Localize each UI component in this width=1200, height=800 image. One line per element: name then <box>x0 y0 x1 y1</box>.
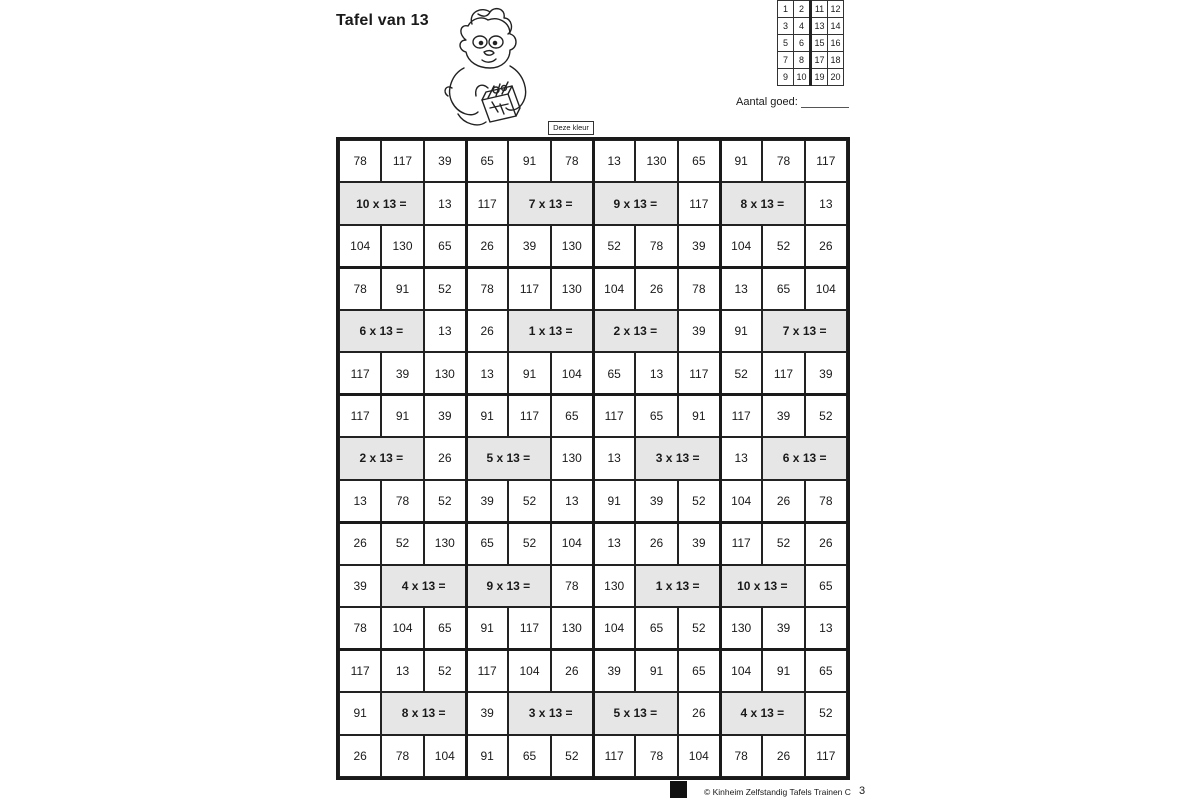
number-cell[interactable]: 91 <box>678 395 720 437</box>
number-cell[interactable]: 65 <box>424 607 466 649</box>
number-cell[interactable]: 78 <box>381 735 423 777</box>
number-cell[interactable]: 52 <box>762 225 804 267</box>
number-cell[interactable]: 52 <box>424 480 466 522</box>
number-cell[interactable]: 26 <box>678 692 720 734</box>
answer-grid-cell: 9 <box>778 69 794 86</box>
multiplication-cell[interactable]: 6 x 13 = <box>762 437 847 479</box>
number-cell[interactable]: 117 <box>805 140 847 182</box>
number-cell[interactable]: 104 <box>720 225 762 267</box>
number-cell[interactable]: 65 <box>508 735 550 777</box>
number-cell[interactable]: 13 <box>720 437 762 479</box>
answer-grid-cell: 17 <box>811 52 828 69</box>
number-cell[interactable]: 104 <box>551 522 593 564</box>
number-cell[interactable]: 117 <box>720 522 762 564</box>
number-cell[interactable]: 39 <box>593 650 635 692</box>
answer-grid-cell: 11 <box>811 1 828 18</box>
answer-grid-cell: 13 <box>811 18 828 35</box>
number-cell[interactable]: 39 <box>678 225 720 267</box>
multiplication-cell[interactable]: 6 x 13 = <box>339 310 424 352</box>
number-cell[interactable]: 52 <box>805 692 847 734</box>
number-cell[interactable]: 78 <box>339 267 381 309</box>
number-cell[interactable]: 130 <box>381 225 423 267</box>
number-cell[interactable]: 65 <box>635 607 677 649</box>
multiplication-cell[interactable]: 9 x 13 = <box>593 182 678 224</box>
number-cell[interactable]: 117 <box>678 352 720 394</box>
multiplication-cell[interactable]: 8 x 13 = <box>720 182 805 224</box>
block-divider-horizontal <box>339 648 847 651</box>
answer-grid-row <box>778 69 844 86</box>
block-divider-horizontal <box>339 521 847 524</box>
number-cell[interactable]: 52 <box>381 522 423 564</box>
number-cell[interactable]: 13 <box>339 480 381 522</box>
answer-grid-cell: 18 <box>828 52 844 69</box>
number-cell[interactable]: 52 <box>678 607 720 649</box>
number-cell[interactable]: 78 <box>635 735 677 777</box>
number-cell[interactable]: 65 <box>466 140 508 182</box>
number-cell[interactable]: 52 <box>551 735 593 777</box>
number-cell[interactable]: 130 <box>551 225 593 267</box>
number-cell[interactable]: 65 <box>635 395 677 437</box>
number-cell[interactable]: 130 <box>424 522 466 564</box>
multiplication-cell[interactable]: 5 x 13 = <box>466 437 551 479</box>
number-cell[interactable]: 26 <box>762 735 804 777</box>
number-cell[interactable]: 52 <box>424 267 466 309</box>
block-divider-vertical <box>465 140 468 777</box>
number-cell[interactable]: 26 <box>805 522 847 564</box>
number-cell[interactable]: 130 <box>635 140 677 182</box>
number-cell[interactable]: 130 <box>720 607 762 649</box>
number-cell[interactable]: 26 <box>424 437 466 479</box>
multiplication-cell[interactable]: 1 x 13 = <box>635 565 720 607</box>
answer-grid-cell: 3 <box>778 18 794 35</box>
number-cell[interactable]: 39 <box>339 565 381 607</box>
number-cell[interactable]: 117 <box>466 182 508 224</box>
answer-grid-cell: 10 <box>794 69 811 86</box>
number-cell[interactable]: 78 <box>762 140 804 182</box>
block-divider-vertical <box>719 140 722 777</box>
number-cell[interactable]: 117 <box>720 395 762 437</box>
number-cell[interactable]: 52 <box>805 395 847 437</box>
block-divider-vertical <box>592 140 595 777</box>
number-cell[interactable]: 52 <box>593 225 635 267</box>
page-title: Tafel van 13 <box>336 12 429 29</box>
number-cell[interactable]: 52 <box>762 522 804 564</box>
number-cell[interactable]: 78 <box>551 140 593 182</box>
number-cell[interactable]: 91 <box>381 267 423 309</box>
answer-grid-row <box>778 18 844 35</box>
number-cell[interactable]: 52 <box>720 352 762 394</box>
multiplication-cell[interactable]: 2 x 13 = <box>339 437 424 479</box>
answer-grid-cell: 5 <box>778 35 794 52</box>
multiplication-cell[interactable]: 5 x 13 = <box>593 692 678 734</box>
number-cell[interactable]: 104 <box>678 735 720 777</box>
number-cell[interactable]: 39 <box>508 225 550 267</box>
number-cell[interactable]: 104 <box>381 607 423 649</box>
number-cell[interactable]: 39 <box>635 480 677 522</box>
number-cell[interactable]: 117 <box>381 140 423 182</box>
number-cell[interactable]: 117 <box>339 650 381 692</box>
number-cell[interactable]: 91 <box>466 395 508 437</box>
number-cell[interactable]: 117 <box>508 267 550 309</box>
number-cell[interactable]: 52 <box>508 480 550 522</box>
number-cell[interactable]: 39 <box>762 395 804 437</box>
number-cell[interactable]: 13 <box>805 182 847 224</box>
number-cell[interactable]: 117 <box>508 395 550 437</box>
multiplication-cell[interactable]: 10 x 13 = <box>720 565 805 607</box>
number-cell[interactable]: 26 <box>339 735 381 777</box>
multiplication-cell[interactable]: 7 x 13 = <box>508 182 593 224</box>
number-cell[interactable]: 117 <box>339 352 381 394</box>
number-cell[interactable]: 117 <box>508 607 550 649</box>
block-divider-horizontal <box>339 266 847 269</box>
number-cell[interactable]: 65 <box>678 140 720 182</box>
number-cell[interactable]: 26 <box>466 310 508 352</box>
number-cell[interactable]: 78 <box>339 607 381 649</box>
number-cell[interactable]: 13 <box>635 352 677 394</box>
multiplication-cell[interactable]: 2 x 13 = <box>593 310 678 352</box>
color-label-box[interactable]: Deze kleur <box>548 121 594 135</box>
number-cell[interactable]: 130 <box>551 607 593 649</box>
multiplication-cell[interactable]: 3 x 13 = <box>508 692 593 734</box>
number-cell[interactable]: 13 <box>551 480 593 522</box>
number-cell[interactable]: 104 <box>339 225 381 267</box>
number-cell[interactable]: 52 <box>424 650 466 692</box>
number-cell[interactable]: 91 <box>339 692 381 734</box>
answer-grid-cell: 6 <box>794 35 811 52</box>
number-cell[interactable]: 130 <box>593 565 635 607</box>
number-cell[interactable]: 130 <box>551 267 593 309</box>
multiplication-cell[interactable]: 4 x 13 = <box>720 692 805 734</box>
score-label: Aantal goed: <box>736 96 798 108</box>
number-cell[interactable]: 104 <box>424 735 466 777</box>
number-cell[interactable]: 117 <box>593 735 635 777</box>
multiplication-cell[interactable]: 9 x 13 = <box>466 565 551 607</box>
number-cell[interactable]: 117 <box>466 650 508 692</box>
answer-grid-row <box>778 52 844 69</box>
number-cell[interactable]: 13 <box>381 650 423 692</box>
number-cell[interactable]: 104 <box>805 267 847 309</box>
number-cell[interactable]: 39 <box>805 352 847 394</box>
number-cell[interactable]: 65 <box>424 225 466 267</box>
number-cell[interactable]: 65 <box>551 395 593 437</box>
block-divider-horizontal <box>339 393 847 396</box>
number-cell[interactable]: 104 <box>593 267 635 309</box>
number-cell[interactable]: 13 <box>466 352 508 394</box>
score-answer-line[interactable] <box>801 98 849 108</box>
answer-grid-row <box>778 35 844 52</box>
number-cell[interactable]: 39 <box>678 310 720 352</box>
number-cell[interactable]: 78 <box>381 480 423 522</box>
answer-key-grid <box>777 0 844 86</box>
answer-grid-cell: 4 <box>794 18 811 35</box>
number-cell[interactable]: 104 <box>508 650 550 692</box>
answer-grid-cell: 8 <box>794 52 811 69</box>
number-cell[interactable]: 104 <box>551 352 593 394</box>
number-cell[interactable]: 91 <box>508 140 550 182</box>
multiplication-cell[interactable]: 3 x 13 = <box>635 437 720 479</box>
number-cell[interactable]: 91 <box>593 480 635 522</box>
number-cell[interactable]: 104 <box>720 650 762 692</box>
number-cell[interactable]: 104 <box>593 607 635 649</box>
number-cell[interactable]: 65 <box>678 650 720 692</box>
number-cell[interactable]: 26 <box>339 522 381 564</box>
number-cell[interactable]: 117 <box>339 395 381 437</box>
number-cell[interactable]: 91 <box>635 650 677 692</box>
number-cell[interactable]: 104 <box>720 480 762 522</box>
number-cell[interactable]: 26 <box>805 225 847 267</box>
multiplication-cell[interactable]: 7 x 13 = <box>762 310 847 352</box>
answer-grid-cell: 1 <box>778 1 794 18</box>
number-cell[interactable]: 91 <box>720 140 762 182</box>
answer-grid-cell: 7 <box>778 52 794 69</box>
number-cell[interactable]: 117 <box>762 352 804 394</box>
multiplication-cell[interactable]: 4 x 13 = <box>381 565 466 607</box>
number-cell[interactable]: 130 <box>424 352 466 394</box>
number-cell[interactable]: 39 <box>678 522 720 564</box>
number-cell[interactable]: 117 <box>805 735 847 777</box>
number-cell[interactable]: 39 <box>381 352 423 394</box>
number-cell[interactable]: 13 <box>424 310 466 352</box>
number-cell[interactable]: 91 <box>720 310 762 352</box>
number-cell[interactable]: 78 <box>466 267 508 309</box>
number-cell[interactable]: 91 <box>466 735 508 777</box>
answer-grid-cell: 20 <box>828 69 844 86</box>
answer-grid-cell: 12 <box>828 1 844 18</box>
number-cell[interactable]: 39 <box>424 140 466 182</box>
number-cell[interactable]: 13 <box>593 140 635 182</box>
number-cell[interactable]: 91 <box>466 607 508 649</box>
number-cell[interactable]: 130 <box>551 437 593 479</box>
page-number: 3 <box>859 785 866 797</box>
number-cell[interactable]: 13 <box>720 267 762 309</box>
answer-grid-cell: 15 <box>811 35 828 52</box>
number-cell[interactable]: 65 <box>762 267 804 309</box>
number-cell[interactable]: 65 <box>593 352 635 394</box>
answer-grid-row <box>778 1 844 18</box>
number-cell[interactable]: 78 <box>678 267 720 309</box>
number-cell[interactable]: 26 <box>635 522 677 564</box>
number-cell[interactable]: 26 <box>466 225 508 267</box>
copyright-text: © Kinheim Zelfstandig Tafels Trainen C <box>704 787 851 797</box>
mascot-illustration <box>438 4 538 132</box>
number-cell[interactable]: 65 <box>466 522 508 564</box>
number-cell[interactable]: 65 <box>805 565 847 607</box>
number-cell[interactable]: 78 <box>720 735 762 777</box>
multiplication-cell[interactable]: 1 x 13 = <box>508 310 593 352</box>
multiplication-cell[interactable]: 10 x 13 = <box>339 182 424 224</box>
number-cell[interactable]: 39 <box>762 607 804 649</box>
number-cell[interactable]: 39 <box>424 395 466 437</box>
number-cell[interactable]: 13 <box>805 607 847 649</box>
multiplication-cell[interactable]: 8 x 13 = <box>381 692 466 734</box>
number-cell[interactable]: 13 <box>593 437 635 479</box>
number-cell[interactable]: 13 <box>424 182 466 224</box>
number-cell[interactable]: 78 <box>551 565 593 607</box>
number-cell[interactable]: 78 <box>635 225 677 267</box>
answer-grid-cell: 16 <box>828 35 844 52</box>
number-cell[interactable]: 52 <box>508 522 550 564</box>
number-cell[interactable]: 39 <box>466 480 508 522</box>
number-cell[interactable]: 26 <box>551 650 593 692</box>
number-cell[interactable]: 78 <box>339 140 381 182</box>
answer-grid-cell: 2 <box>794 1 811 18</box>
answer-grid-cell: 14 <box>828 18 844 35</box>
number-cell[interactable]: 26 <box>635 267 677 309</box>
footer-marker-square <box>670 781 687 798</box>
number-cell[interactable]: 78 <box>805 480 847 522</box>
color-puzzle-grid <box>336 137 850 780</box>
number-cell[interactable]: 52 <box>678 480 720 522</box>
number-cell[interactable]: 65 <box>805 650 847 692</box>
number-cell[interactable]: 117 <box>678 182 720 224</box>
number-cell[interactable]: 91 <box>508 352 550 394</box>
number-cell[interactable]: 39 <box>466 692 508 734</box>
number-cell[interactable]: 91 <box>762 650 804 692</box>
answer-grid-cell: 19 <box>811 69 828 86</box>
number-cell[interactable]: 91 <box>381 395 423 437</box>
number-cell[interactable]: 26 <box>762 480 804 522</box>
number-cell[interactable]: 13 <box>593 522 635 564</box>
number-cell[interactable]: 117 <box>593 395 635 437</box>
score-field <box>736 96 849 108</box>
